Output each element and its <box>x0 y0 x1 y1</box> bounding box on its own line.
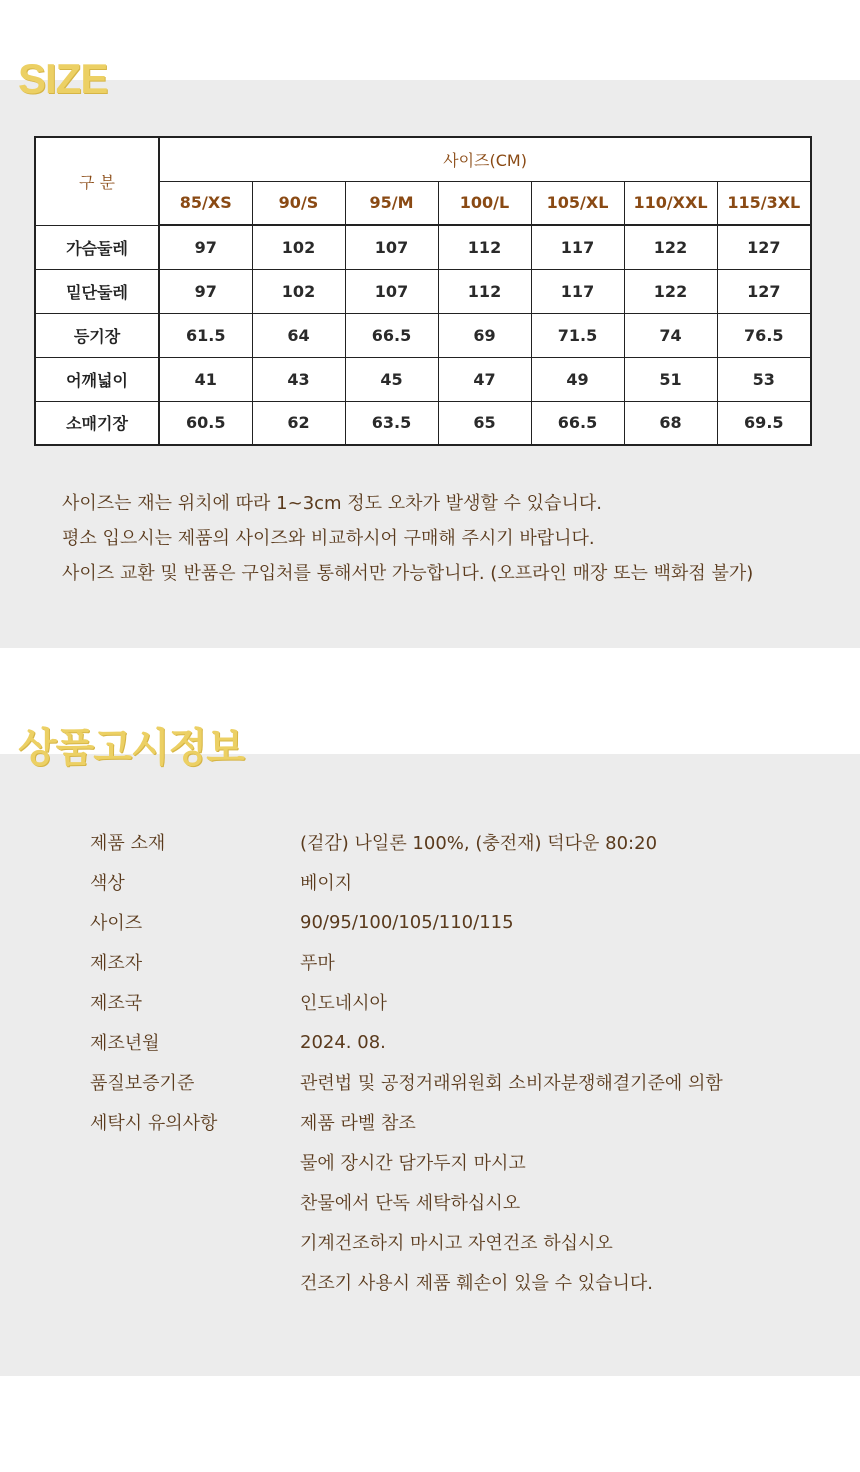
size-value-cell: 74 <box>624 313 717 357</box>
size-note: 사이즈 교환 및 반품은 구입처를 통해서만 가능합니다. (오프라인 매장 또는 백화점 불가) <box>62 563 754 584</box>
size-value-cell: 76.5 <box>717 313 811 357</box>
size-value-cell: 127 <box>717 225 811 269</box>
size-value-cell: 63.5 <box>345 401 438 445</box>
size-value-cell: 41 <box>159 357 252 401</box>
size-value-cell: 61.5 <box>159 313 252 357</box>
size-column-header: 110/XXL <box>624 181 717 225</box>
size-column-header: 105/XL <box>531 181 624 225</box>
info-row <box>90 1262 830 1302</box>
info-value: 푸마 <box>300 953 335 974</box>
size-value-cell: 97 <box>159 225 252 269</box>
info-value: 인도네시아 <box>300 993 387 1014</box>
size-value-cell: 65 <box>438 401 531 445</box>
info-value: (겉감) 나일론 100%, (충전재) 덕다운 80:20 <box>300 833 658 854</box>
size-value-cell: 117 <box>531 269 624 313</box>
size-table <box>34 136 812 446</box>
size-section-title: SIZE <box>18 55 108 102</box>
info-value: 건조기 사용시 제품 훼손이 있을 수 있습니다. <box>300 1273 654 1294</box>
info-value: 물에 장시간 담가두지 마시고 <box>300 1153 526 1174</box>
info-row <box>90 902 830 942</box>
size-value-cell: 127 <box>717 269 811 313</box>
size-value-cell: 102 <box>252 269 345 313</box>
size-value-cell: 112 <box>438 225 531 269</box>
info-value: 제품 라벨 참조 <box>300 1113 416 1134</box>
size-value-cell: 68 <box>624 401 717 445</box>
size-value-cell: 107 <box>345 269 438 313</box>
size-value-cell: 43 <box>252 357 345 401</box>
size-row-label: 어깨넓이 <box>35 357 159 401</box>
size-value-cell: 71.5 <box>531 313 624 357</box>
size-row-label: 소매기장 <box>35 401 159 445</box>
info-row <box>90 1022 830 1062</box>
size-value-cell: 69 <box>438 313 531 357</box>
info-row <box>90 1222 830 1262</box>
size-value-cell: 66.5 <box>345 313 438 357</box>
size-column-header: 85/XS <box>159 181 252 225</box>
info-label: 사이즈 <box>90 913 143 934</box>
size-notes <box>62 486 753 591</box>
size-value-cell: 122 <box>624 225 717 269</box>
size-column-header: 100/L <box>438 181 531 225</box>
size-value-cell: 53 <box>717 357 811 401</box>
size-table-row <box>35 225 811 269</box>
size-table-corner-label: 구 분 <box>35 137 159 225</box>
size-row-label: 밑단둘레 <box>35 269 159 313</box>
info-value: 90/95/100/105/110/115 <box>300 911 514 933</box>
info-row <box>90 1142 830 1182</box>
size-value-cell: 45 <box>345 357 438 401</box>
size-table-row <box>35 313 811 357</box>
size-column-header: 95/M <box>345 181 438 225</box>
info-row <box>90 1182 830 1222</box>
size-table-row <box>35 357 811 401</box>
size-value-cell: 66.5 <box>531 401 624 445</box>
info-row <box>90 982 830 1022</box>
info-value: 관련법 및 공정거래위원회 소비자분쟁해결기준에 의함 <box>300 1073 723 1094</box>
info-section-title: 상품고시정보 <box>18 726 244 770</box>
size-value-cell: 51 <box>624 357 717 401</box>
size-column-header: 90/S <box>252 181 345 225</box>
size-table-group-label: 사이즈(CM) <box>159 137 811 181</box>
size-value-cell: 122 <box>624 269 717 313</box>
size-table-row <box>35 401 811 445</box>
info-row <box>90 822 830 862</box>
product-info-list <box>90 822 830 1302</box>
info-label: 제조자 <box>90 953 143 974</box>
info-value: 찬물에서 단독 세탁하십시오 <box>300 1193 521 1214</box>
info-value: 2024. 08. <box>300 1031 386 1053</box>
info-value: 기계건조하지 마시고 자연건조 하십시오 <box>300 1233 613 1254</box>
size-value-cell: 49 <box>531 357 624 401</box>
size-value-cell: 47 <box>438 357 531 401</box>
size-value-cell: 107 <box>345 225 438 269</box>
info-label: 세탁시 유의사항 <box>90 1113 218 1134</box>
info-label: 제품 소재 <box>90 833 166 854</box>
size-table-body <box>35 225 811 445</box>
info-row <box>90 862 830 902</box>
size-value-cell: 60.5 <box>159 401 252 445</box>
size-row-label: 등기장 <box>35 313 159 357</box>
info-label: 제조국 <box>90 993 143 1014</box>
info-row <box>90 942 830 982</box>
info-value: 베이지 <box>300 873 353 894</box>
info-label: 품질보증기준 <box>90 1073 195 1094</box>
size-value-cell: 112 <box>438 269 531 313</box>
size-value-cell: 102 <box>252 225 345 269</box>
size-row-label: 가슴둘레 <box>35 225 159 269</box>
size-column-header: 115/3XL <box>717 181 811 225</box>
size-table-row <box>35 269 811 313</box>
info-row <box>90 1102 830 1142</box>
size-value-cell: 117 <box>531 225 624 269</box>
size-note: 평소 입으시는 제품의 사이즈와 비교하시어 구매해 주시기 바랍니다. <box>62 528 595 549</box>
size-value-cell: 69.5 <box>717 401 811 445</box>
size-note: 사이즈는 재는 위치에 따라 1~3cm 정도 오차가 발생할 수 있습니다. <box>62 493 602 514</box>
size-value-cell: 64 <box>252 313 345 357</box>
size-value-cell: 97 <box>159 269 252 313</box>
info-row <box>90 1062 830 1102</box>
info-label: 색상 <box>90 873 125 894</box>
info-label: 제조년월 <box>90 1033 160 1054</box>
size-value-cell: 62 <box>252 401 345 445</box>
